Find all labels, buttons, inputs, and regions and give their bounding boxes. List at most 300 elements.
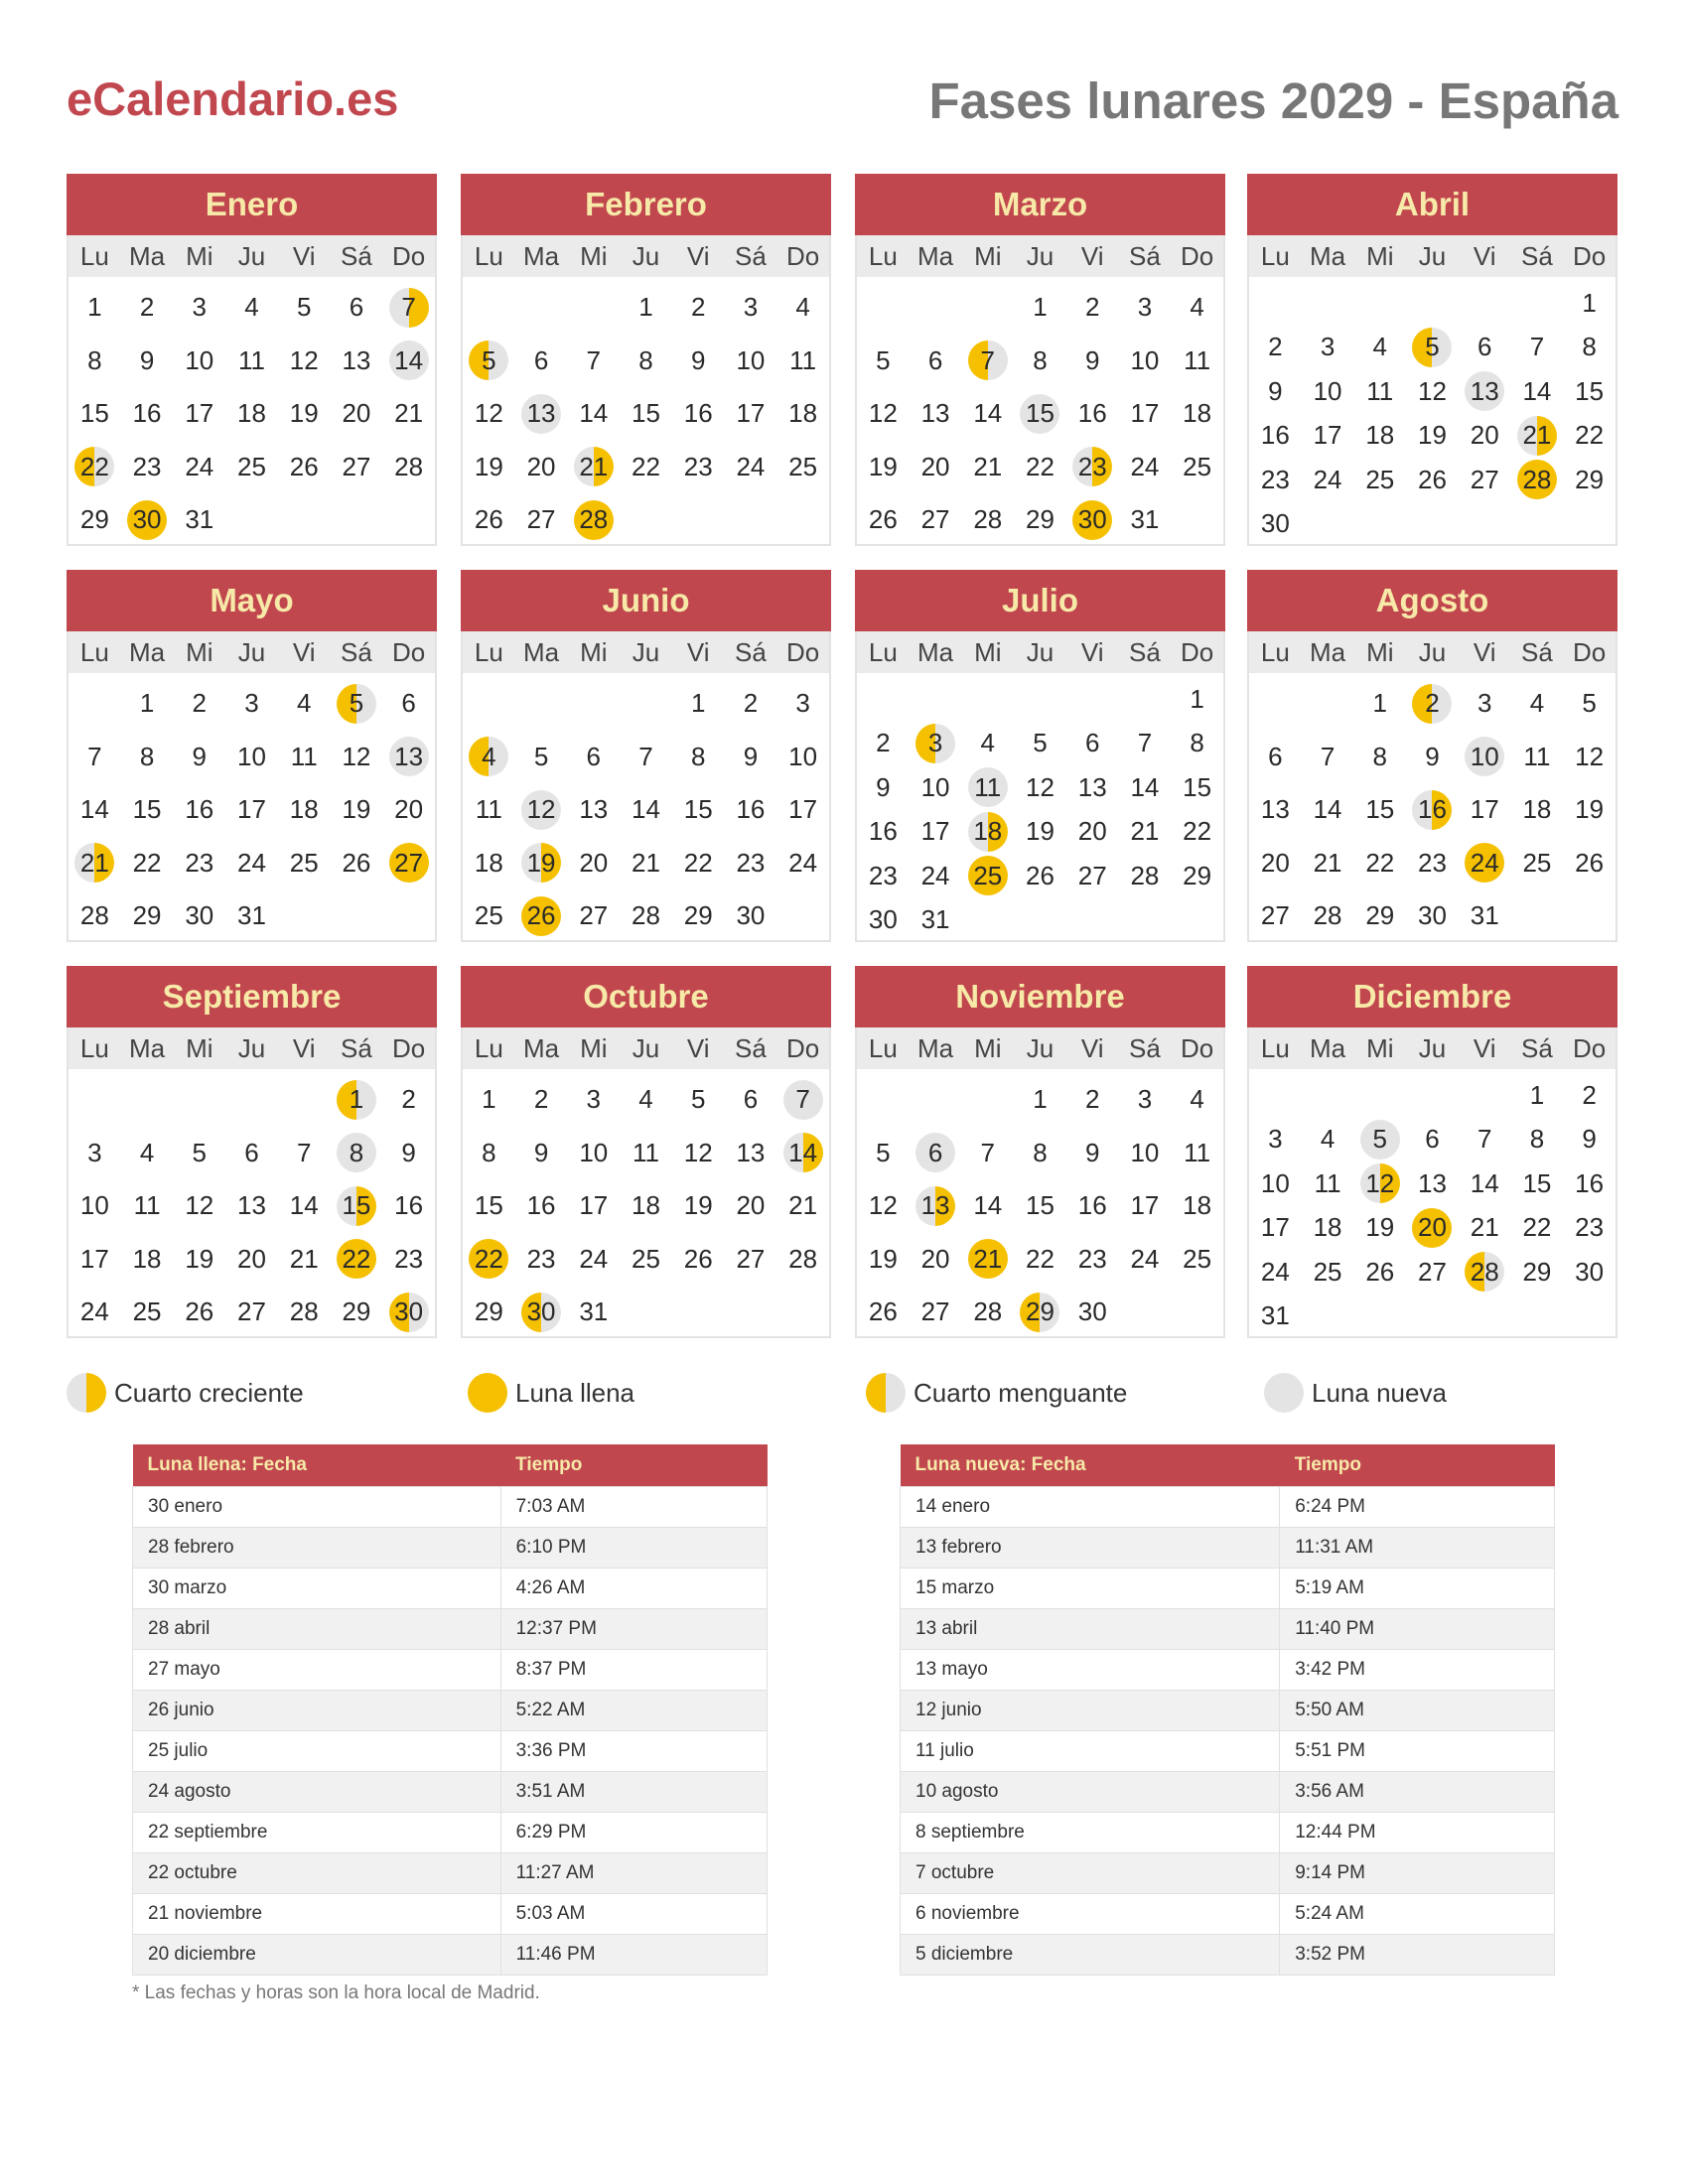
day-cell bbox=[725, 889, 777, 943]
day-number: 9 bbox=[533, 1137, 549, 1167]
day-number: 17 bbox=[579, 1190, 609, 1221]
day-number: 30 bbox=[132, 504, 162, 535]
day-cell bbox=[463, 837, 515, 890]
day-cell bbox=[776, 1233, 829, 1287]
day-number: 29 bbox=[683, 900, 713, 931]
day-number: 20 bbox=[1077, 816, 1107, 847]
weekday-row bbox=[69, 235, 435, 277]
day-number: 16 bbox=[185, 794, 214, 825]
weekday-row bbox=[463, 235, 829, 277]
day-cell bbox=[1066, 1073, 1119, 1127]
day-cell bbox=[725, 281, 777, 335]
date-cell: 13 abril bbox=[901, 1609, 1280, 1650]
day-cell bbox=[69, 1286, 121, 1339]
day-cell bbox=[463, 1233, 515, 1287]
weekday-label: Do bbox=[1181, 1032, 1214, 1063]
weekday-label: Vi bbox=[292, 1032, 316, 1063]
weekday-label: Ma bbox=[523, 636, 560, 667]
day-cell bbox=[857, 722, 910, 766]
day-number: 26 bbox=[526, 900, 556, 931]
day-cell bbox=[1511, 783, 1564, 837]
day-cell bbox=[1563, 1206, 1616, 1251]
day-number: 29 bbox=[1575, 464, 1605, 494]
day-cell bbox=[1563, 783, 1616, 837]
day-cell bbox=[1511, 1250, 1564, 1295]
day-cell bbox=[1406, 889, 1459, 943]
day-number: 3 bbox=[795, 688, 810, 719]
calendar-grid bbox=[67, 174, 1621, 1345]
day-cell bbox=[1353, 326, 1406, 370]
day-number: 20 bbox=[1260, 847, 1290, 878]
day-number: 22 bbox=[474, 1243, 503, 1274]
day-number: 27 bbox=[920, 504, 950, 535]
day-number: 8 bbox=[1033, 344, 1048, 375]
legend-new-moon bbox=[1264, 1373, 1447, 1413]
day-cell bbox=[1302, 837, 1354, 890]
day-number: 22 bbox=[1183, 816, 1212, 847]
day-number: 8 bbox=[87, 344, 102, 375]
day-number: 18 bbox=[1365, 420, 1395, 451]
weekday-label: Mi bbox=[1366, 1032, 1394, 1063]
day-number: 27 bbox=[237, 1297, 266, 1327]
day-cell bbox=[1563, 1250, 1616, 1295]
day-cell bbox=[1014, 1233, 1066, 1287]
day-number: 26 bbox=[1575, 847, 1605, 878]
day-cell bbox=[1171, 810, 1223, 855]
day-cell bbox=[331, 731, 383, 784]
empty-cell bbox=[1249, 677, 1302, 731]
day-cell bbox=[1066, 1233, 1119, 1287]
empty-cell bbox=[278, 1073, 331, 1127]
month-title: Febrero bbox=[461, 174, 831, 235]
day-cell bbox=[961, 1233, 1014, 1287]
day-number: 1 bbox=[1372, 688, 1388, 719]
month-marzo bbox=[855, 174, 1225, 546]
day-number: 13 bbox=[1470, 375, 1499, 406]
day-number: 29 bbox=[1522, 1256, 1552, 1287]
time-cell: 11:31 AM bbox=[1280, 1528, 1555, 1569]
day-number: 4 bbox=[482, 741, 496, 771]
weekday-label: Sá bbox=[1129, 1032, 1161, 1063]
day-cell bbox=[225, 1233, 278, 1287]
day-cell bbox=[1014, 493, 1066, 547]
day-cell bbox=[1066, 441, 1119, 494]
day-cell bbox=[69, 1179, 121, 1233]
day-cell bbox=[121, 1179, 174, 1233]
day-number: 20 bbox=[579, 847, 609, 878]
day-number: 12 bbox=[683, 1137, 713, 1167]
table-row bbox=[901, 1772, 1555, 1813]
time-cell: 9:14 PM bbox=[1280, 1853, 1555, 1894]
date-cell: 28 abril bbox=[133, 1609, 501, 1650]
brand-logo[interactable]: eCalendario.es bbox=[67, 72, 399, 125]
table-row bbox=[133, 1609, 768, 1650]
empty-cell bbox=[1066, 677, 1119, 722]
day-number: 11 bbox=[1184, 1137, 1211, 1167]
weekday-label: Do bbox=[1573, 240, 1607, 271]
day-number: 23 bbox=[185, 847, 214, 878]
weekday-label: Ma bbox=[129, 240, 166, 271]
day-cell bbox=[278, 335, 331, 388]
day-number: 26 bbox=[1418, 464, 1447, 494]
day-cell bbox=[1459, 1118, 1511, 1162]
day-cell bbox=[463, 335, 515, 388]
day-number: 26 bbox=[474, 504, 503, 535]
weekday-row bbox=[69, 1027, 435, 1069]
day-cell bbox=[1563, 837, 1616, 890]
date-cell: 6 noviembre bbox=[901, 1894, 1280, 1935]
empty-cell bbox=[1353, 281, 1406, 326]
day-number: 18 bbox=[1522, 794, 1552, 825]
day-number: 7 bbox=[87, 741, 102, 771]
day-cell bbox=[1406, 837, 1459, 890]
day-number: 31 bbox=[920, 904, 950, 935]
day-number: 12 bbox=[526, 794, 556, 825]
day-cell bbox=[1014, 1127, 1066, 1180]
day-cell bbox=[857, 335, 910, 388]
day-number: 24 bbox=[1313, 464, 1342, 494]
day-number: 24 bbox=[1130, 1243, 1160, 1274]
day-number: 20 bbox=[1418, 1212, 1447, 1243]
day-number: 7 bbox=[586, 344, 602, 375]
day-cell bbox=[620, 889, 672, 943]
day-number: 1 bbox=[1582, 287, 1597, 318]
day-cell bbox=[910, 722, 962, 766]
day-cell bbox=[776, 387, 829, 441]
empty-cell bbox=[1014, 677, 1066, 722]
day-number: 7 bbox=[1137, 728, 1153, 758]
day-number: 10 bbox=[736, 344, 766, 375]
table-row bbox=[901, 1569, 1555, 1609]
first-quarter-icon bbox=[67, 1373, 106, 1413]
date-cell: 5 diciembre bbox=[901, 1935, 1280, 1976]
legend-label: Cuarto menguante bbox=[914, 1377, 1128, 1408]
weekday-label: Ju bbox=[632, 240, 660, 271]
day-cell bbox=[173, 493, 225, 547]
day-cell bbox=[857, 1179, 910, 1233]
day-number: 10 bbox=[1130, 1137, 1160, 1167]
day-number: 5 bbox=[533, 741, 549, 771]
time-cell: 3:52 PM bbox=[1280, 1935, 1555, 1976]
day-cell bbox=[278, 837, 331, 890]
day-cell bbox=[1459, 1206, 1511, 1251]
date-cell: 7 octubre bbox=[901, 1853, 1280, 1894]
empty-cell bbox=[1459, 281, 1511, 326]
day-number: 4 bbox=[1529, 688, 1545, 719]
day-cell bbox=[857, 1286, 910, 1339]
day-number: 6 bbox=[533, 344, 549, 375]
day-cell bbox=[857, 810, 910, 855]
day-cell bbox=[1119, 1179, 1172, 1233]
day-cell bbox=[776, 731, 829, 784]
day-cell bbox=[225, 1127, 278, 1180]
day-number: 6 bbox=[401, 688, 416, 719]
day-cell bbox=[1563, 1118, 1616, 1162]
day-cell bbox=[1563, 281, 1616, 326]
day-cell bbox=[382, 783, 435, 837]
day-cell bbox=[1249, 326, 1302, 370]
day-number: 10 bbox=[788, 741, 818, 771]
day-number: 23 bbox=[736, 847, 766, 878]
day-cell bbox=[1066, 1127, 1119, 1180]
day-cell bbox=[1014, 810, 1066, 855]
day-cell bbox=[620, 335, 672, 388]
day-cell bbox=[910, 854, 962, 898]
day-number: 29 bbox=[132, 900, 162, 931]
day-cell bbox=[225, 783, 278, 837]
empty-cell bbox=[1302, 677, 1354, 731]
empty-cell bbox=[1459, 1073, 1511, 1118]
day-cell bbox=[672, 387, 725, 441]
day-cell bbox=[225, 837, 278, 890]
table-header: Tiempo bbox=[1280, 1444, 1555, 1487]
day-cell bbox=[1066, 1179, 1119, 1233]
day-cell bbox=[463, 1127, 515, 1180]
day-number: 11 bbox=[133, 1190, 161, 1221]
day-number: 14 bbox=[1130, 771, 1160, 802]
day-cell bbox=[672, 1127, 725, 1180]
day-number: 16 bbox=[1077, 1190, 1107, 1221]
day-number: 16 bbox=[132, 398, 162, 429]
weekday-label: Do bbox=[1573, 636, 1607, 667]
day-number: 27 bbox=[579, 900, 609, 931]
day-number: 15 bbox=[1575, 375, 1605, 406]
day-cell bbox=[1511, 414, 1564, 459]
empty-cell bbox=[121, 1073, 174, 1127]
weekday-label: Ma bbox=[917, 636, 954, 667]
day-cell bbox=[1353, 1161, 1406, 1206]
day-number: 8 bbox=[349, 1137, 364, 1167]
day-cell bbox=[567, 493, 620, 547]
month-title: Mayo bbox=[67, 570, 437, 631]
day-number: 9 bbox=[139, 344, 155, 375]
day-cell bbox=[961, 1179, 1014, 1233]
day-cell bbox=[463, 731, 515, 784]
weekday-label: Lu bbox=[868, 240, 898, 271]
full-moon-icon bbox=[468, 1373, 507, 1413]
date-cell: 27 mayo bbox=[133, 1650, 501, 1691]
day-cell bbox=[1406, 1250, 1459, 1295]
day-cell bbox=[463, 1073, 515, 1127]
day-number: 8 bbox=[638, 344, 653, 375]
day-cell bbox=[1119, 810, 1172, 855]
day-number: 19 bbox=[526, 847, 556, 878]
day-number: 16 bbox=[1260, 420, 1290, 451]
day-cell bbox=[1171, 281, 1223, 335]
day-number: 9 bbox=[1582, 1124, 1597, 1155]
weekday-label: Do bbox=[392, 240, 426, 271]
day-cell bbox=[1066, 1286, 1119, 1339]
day-cell bbox=[961, 765, 1014, 810]
day-cell bbox=[331, 837, 383, 890]
day-number: 14 bbox=[788, 1137, 818, 1167]
weekday-label: Mi bbox=[580, 636, 608, 667]
date-cell: 21 noviembre bbox=[133, 1894, 501, 1935]
day-cell bbox=[1563, 458, 1616, 502]
day-number: 6 bbox=[244, 1137, 259, 1167]
day-number: 28 bbox=[79, 900, 109, 931]
empty-cell bbox=[910, 281, 962, 335]
day-cell bbox=[567, 1127, 620, 1180]
weekday-label: Lu bbox=[868, 636, 898, 667]
day-number: 30 bbox=[1418, 900, 1447, 931]
day-cell bbox=[1406, 731, 1459, 784]
day-cell bbox=[1119, 854, 1172, 898]
day-number: 24 bbox=[736, 451, 766, 481]
date-cell: 28 febrero bbox=[133, 1528, 501, 1569]
day-number: 25 bbox=[474, 900, 503, 931]
day-cell bbox=[1459, 731, 1511, 784]
day-number: 11 bbox=[290, 741, 318, 771]
day-number: 19 bbox=[1575, 794, 1605, 825]
day-number: 16 bbox=[1077, 398, 1107, 429]
day-number: 15 bbox=[1183, 771, 1212, 802]
day-cell bbox=[515, 1286, 568, 1339]
day-number: 23 bbox=[1077, 451, 1107, 481]
day-number: 20 bbox=[526, 451, 556, 481]
day-cell bbox=[1406, 369, 1459, 414]
day-number: 4 bbox=[1320, 1124, 1336, 1155]
day-cell bbox=[515, 387, 568, 441]
legend-last-quarter bbox=[866, 1373, 1127, 1413]
day-number: 9 bbox=[1268, 375, 1283, 406]
day-cell bbox=[857, 1127, 910, 1180]
legend bbox=[67, 1373, 1621, 1423]
day-number: 20 bbox=[920, 451, 950, 481]
day-number: 2 bbox=[1084, 292, 1100, 323]
day-cell bbox=[620, 731, 672, 784]
day-cell bbox=[225, 387, 278, 441]
day-number: 4 bbox=[1372, 332, 1388, 362]
day-cell bbox=[961, 335, 1014, 388]
weekday-label: Do bbox=[786, 240, 820, 271]
day-number: 13 bbox=[526, 398, 556, 429]
day-number: 2 bbox=[1268, 332, 1283, 362]
day-number: 29 bbox=[342, 1297, 371, 1327]
weekday-label: Vi bbox=[686, 1032, 710, 1063]
day-cell bbox=[910, 898, 962, 943]
day-cell bbox=[1119, 493, 1172, 547]
day-cell bbox=[1171, 441, 1223, 494]
weekday-label: Mi bbox=[186, 1032, 213, 1063]
day-number: 5 bbox=[876, 344, 891, 375]
day-number: 14 bbox=[632, 794, 660, 825]
day-number: 30 bbox=[1077, 504, 1107, 535]
day-cell bbox=[173, 281, 225, 335]
table-row bbox=[133, 1487, 768, 1528]
day-cell bbox=[725, 677, 777, 731]
day-number: 18 bbox=[1313, 1212, 1342, 1243]
month-junio bbox=[461, 570, 831, 942]
day-cell bbox=[1459, 458, 1511, 502]
time-cell: 6:29 PM bbox=[500, 1813, 767, 1853]
day-number: 12 bbox=[474, 398, 503, 429]
day-cell bbox=[1249, 502, 1302, 547]
day-number: 1 bbox=[638, 292, 653, 323]
days-grid bbox=[463, 1069, 829, 1339]
weekday-label: Do bbox=[392, 1032, 426, 1063]
day-number: 2 bbox=[743, 688, 759, 719]
day-number: 27 bbox=[920, 1297, 950, 1327]
date-cell: 30 enero bbox=[133, 1487, 501, 1528]
day-number: 11 bbox=[1366, 375, 1394, 406]
day-cell bbox=[225, 281, 278, 335]
day-cell bbox=[69, 387, 121, 441]
day-cell bbox=[1119, 387, 1172, 441]
day-number: 16 bbox=[1575, 1167, 1605, 1198]
day-cell bbox=[725, 783, 777, 837]
empty-cell bbox=[515, 281, 568, 335]
day-number: 13 bbox=[394, 741, 424, 771]
day-cell bbox=[173, 387, 225, 441]
table-row bbox=[901, 1528, 1555, 1569]
day-number: 2 bbox=[876, 728, 891, 758]
day-cell bbox=[1249, 731, 1302, 784]
day-number: 19 bbox=[1365, 1212, 1395, 1243]
day-number: 29 bbox=[1365, 900, 1395, 931]
weekday-label: Sá bbox=[341, 1032, 372, 1063]
weekday-label: Vi bbox=[686, 240, 710, 271]
day-number: 25 bbox=[1183, 1243, 1212, 1274]
day-cell bbox=[1353, 414, 1406, 459]
weekday-row bbox=[857, 235, 1223, 277]
day-number: 2 bbox=[139, 292, 155, 323]
day-number: 28 bbox=[973, 504, 1003, 535]
month-title: Junio bbox=[461, 570, 831, 631]
day-cell bbox=[1302, 1250, 1354, 1295]
day-cell bbox=[620, 281, 672, 335]
day-number: 30 bbox=[185, 900, 214, 931]
day-number: 4 bbox=[139, 1137, 155, 1167]
day-cell bbox=[331, 1073, 383, 1127]
day-number: 26 bbox=[342, 847, 371, 878]
day-number: 30 bbox=[1260, 508, 1290, 539]
day-cell bbox=[1014, 281, 1066, 335]
new-moon-table bbox=[900, 1444, 1555, 1976]
day-cell bbox=[1171, 854, 1223, 898]
day-cell bbox=[672, 1233, 725, 1287]
date-cell: 11 julio bbox=[901, 1731, 1280, 1772]
empty-cell bbox=[857, 677, 910, 722]
weekday-label: Sá bbox=[1521, 636, 1553, 667]
day-number: 9 bbox=[743, 741, 759, 771]
weekday-label: Sá bbox=[1521, 1032, 1553, 1063]
day-cell bbox=[567, 1073, 620, 1127]
day-cell bbox=[1066, 281, 1119, 335]
day-number: 3 bbox=[1320, 332, 1336, 362]
day-number: 23 bbox=[868, 860, 898, 890]
day-number: 5 bbox=[876, 1137, 891, 1167]
month-diciembre bbox=[1247, 966, 1618, 1338]
empty-cell bbox=[1119, 677, 1172, 722]
day-cell bbox=[278, 731, 331, 784]
weekday-label: Mi bbox=[580, 1032, 608, 1063]
day-number: 15 bbox=[1365, 794, 1395, 825]
day-cell bbox=[1563, 1073, 1616, 1118]
day-cell bbox=[961, 810, 1014, 855]
time-cell: 11:46 PM bbox=[500, 1935, 767, 1976]
weekday-label: Mi bbox=[186, 636, 213, 667]
day-cell bbox=[1406, 1118, 1459, 1162]
time-cell: 11:27 AM bbox=[500, 1853, 767, 1894]
time-cell: 12:44 PM bbox=[1280, 1813, 1555, 1853]
weekday-label: Ma bbox=[523, 1032, 560, 1063]
weekday-label: Ju bbox=[1026, 1032, 1055, 1063]
empty-cell bbox=[1511, 281, 1564, 326]
day-cell bbox=[463, 783, 515, 837]
day-number: 1 bbox=[1033, 1084, 1048, 1115]
day-number: 29 bbox=[1183, 860, 1212, 890]
